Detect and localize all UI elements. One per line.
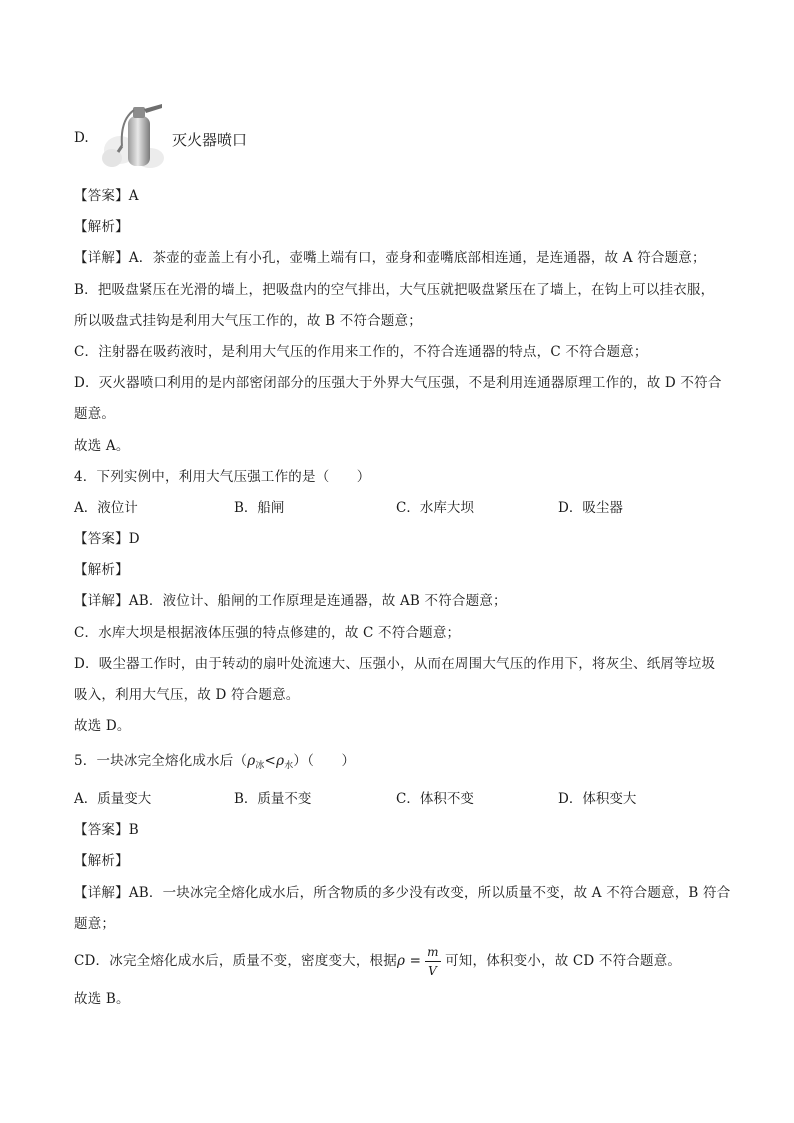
option-letter: D. bbox=[74, 130, 89, 146]
fire-extinguisher-icon bbox=[100, 100, 170, 172]
analysis-label: 【解析】 bbox=[74, 219, 129, 235]
detail-line: 吸入，利用大气压，故 D 符合题意。 bbox=[74, 687, 300, 703]
option-d: D．体积变大 bbox=[558, 791, 637, 807]
detail-line: 【详解】AB．液位计、船闸的工作原理是连通器，故 AB 不符合题意； bbox=[74, 593, 507, 609]
detail-line: 【详解】AB．一块冰完全熔化成水后，所含物质的多少没有改变，所以质量不变，故 A 不符合题意，B 符合 bbox=[74, 885, 731, 901]
question-stem: 4．下列实例中，利用大气压强工作的是（ ） bbox=[74, 469, 371, 485]
detail-line: D．灭火器喷口利用的是内部密闭部分的压强大于外界大气压强，不是利用连通器原理工作的，故 D 不符合 bbox=[74, 375, 722, 391]
detail-line: D．吸尘器工作时，由于转动的扇叶处流速大、压强小，从而在周围大气压的作用下，将灰尘、纸屑等垃圾 bbox=[74, 656, 716, 672]
detail-line: 【详解】A．茶壶的壶盖上有小孔，壶嘴上端有口，壶身和壶嘴底部相连通，是连通器，故 A 符合题意； bbox=[74, 250, 706, 266]
detail-line-formula: CD．冰完全熔化成水后，质量不变，密度变大，根据ρ = $\frac{m}{V}$ 可知，体积变小，故 CD 不符合题意。 bbox=[74, 944, 682, 978]
option-c: C．水库大坝 bbox=[396, 500, 474, 516]
option-d: D．吸尘器 bbox=[558, 500, 623, 516]
answer-label: 【答案】D bbox=[74, 531, 140, 547]
detail-line: C．注射器在吸药液时，是利用大气压的作用来工作的，不符合连通器的特点，C 不符合题意； bbox=[74, 344, 648, 360]
answer-label: 【答案】B bbox=[74, 822, 139, 838]
option-c: C．体积不变 bbox=[396, 791, 474, 807]
analysis-label: 【解析】 bbox=[74, 562, 129, 578]
option-b: B．质量不变 bbox=[234, 791, 312, 807]
conclusion: 故选 D。 bbox=[74, 718, 131, 734]
formula-fraction: $\frac{m}{V}$ bbox=[423, 953, 443, 971]
detail-line: B．把吸盘紧压在光滑的墙上，把吸盘内的空气排出，大气压就把吸盘紧压在了墙上，在钩上可以挂衣服， bbox=[74, 282, 715, 298]
conclusion: 故选 A。 bbox=[74, 438, 130, 454]
detail-line: C．水库大坝是根据液体压强的特点修建的，故 C 不符合题意； bbox=[74, 625, 461, 641]
question-stem: 5．一块冰完全熔化成水后$(\rho_冰<\rho_水)$（ ） bbox=[74, 753, 356, 771]
detail-line: 题意； bbox=[74, 916, 116, 932]
option-d-text: 灭火器喷口 bbox=[172, 131, 248, 149]
detail-line: 所以吸盘式挂钩是利用大气压工作的，故 B 不符合题意； bbox=[74, 313, 422, 329]
option-d-row bbox=[74, 100, 374, 172]
option-b: B．船闸 bbox=[234, 500, 285, 516]
formula-lhs: ρ = bbox=[396, 953, 422, 969]
option-a: A．液位计 bbox=[74, 500, 138, 516]
analysis-label: 【解析】 bbox=[74, 853, 129, 869]
answer-label: 【答案】A bbox=[74, 188, 139, 204]
detail-line: 题意。 bbox=[74, 406, 116, 422]
option-a: A．质量变大 bbox=[74, 791, 152, 807]
conclusion: 故选 B。 bbox=[74, 991, 130, 1007]
